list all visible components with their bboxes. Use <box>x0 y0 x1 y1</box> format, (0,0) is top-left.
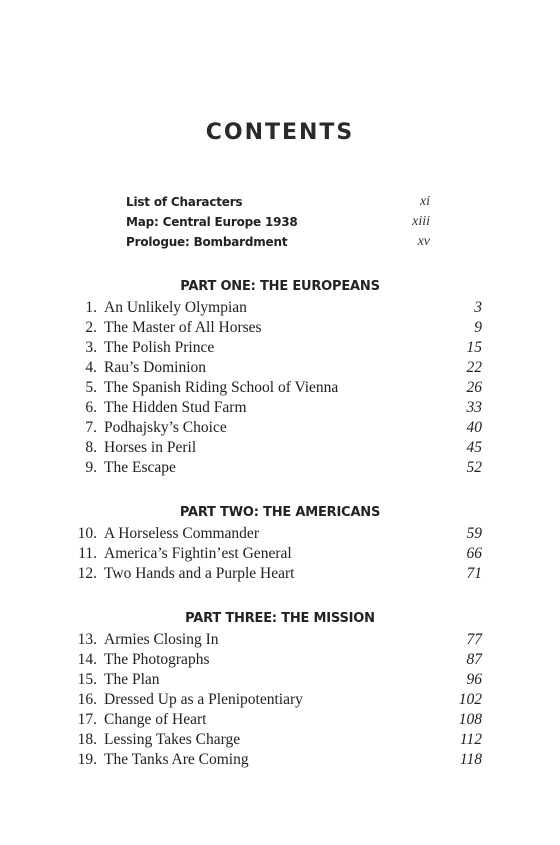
chapter-page: 96 <box>466 671 482 688</box>
chapter-title: The Plan <box>104 671 160 688</box>
page-title: CONTENTS <box>205 120 355 145</box>
chapter-row <box>70 564 482 584</box>
chapter-row <box>70 318 482 338</box>
chapter-row <box>70 630 482 650</box>
chapter-title: Armies Closing In <box>104 631 219 648</box>
chapter-row <box>70 670 482 690</box>
chapter-row <box>70 298 482 318</box>
chapter-page: 33 <box>466 399 482 416</box>
part-heading: PART TWO: THE AMERICANS <box>179 505 381 520</box>
chapter-number: 19. <box>77 751 97 768</box>
front-matter-item <box>126 232 430 252</box>
chapter-number: 10. <box>77 525 97 542</box>
chapter-number: 8. <box>85 439 97 456</box>
chapter-row <box>70 730 482 750</box>
chapter-page: 118 <box>459 751 482 768</box>
chapter-number: 5. <box>85 379 97 396</box>
chapter-title: The Tanks Are Coming <box>104 751 249 768</box>
chapter-title: The Polish Prince <box>104 339 215 356</box>
chapter-title: Podhajsky’s Choice <box>104 419 227 436</box>
chapter-page: 40 <box>466 419 482 436</box>
chapter-title: A Horseless Commander <box>104 525 259 542</box>
chapter-page: 66 <box>466 545 482 562</box>
chapter-number: 12. <box>77 565 97 582</box>
chapter-row <box>70 750 482 770</box>
chapter-row <box>70 378 482 398</box>
chapter-page: 3 <box>474 299 482 316</box>
chapter-title: The Hidden Stud Farm <box>104 399 247 416</box>
chapter-number: 16. <box>77 691 97 708</box>
chapter-row <box>70 690 482 710</box>
chapter-row <box>70 458 482 478</box>
chapter-page: 52 <box>466 459 482 476</box>
chapter-title: An Unlikely Olympian <box>104 299 247 316</box>
chapter-list <box>70 630 482 770</box>
front-matter-label: List of Characters <box>126 195 243 209</box>
chapter-title: Change of Heart <box>104 711 207 728</box>
chapter-page: 9 <box>474 319 482 336</box>
chapter-row <box>70 358 482 378</box>
chapter-row <box>70 398 482 418</box>
front-matter-page: xi <box>419 194 430 209</box>
chapter-page: 112 <box>459 731 482 748</box>
chapter-row <box>70 418 482 438</box>
chapter-title: The Escape <box>104 459 176 476</box>
chapter-title: Lessing Takes Charge <box>104 731 241 748</box>
chapter-number: 7. <box>85 419 97 436</box>
front-matter-page: xiii <box>412 214 430 229</box>
chapter-number: 4. <box>85 359 97 376</box>
chapter-number: 3. <box>85 339 97 356</box>
chapter-title: The Photographs <box>104 651 210 668</box>
part-heading: PART ONE: THE EUROPEANS <box>180 279 380 294</box>
chapter-row <box>70 524 482 544</box>
chapter-title: Dressed Up as a Plenipotentiary <box>104 691 303 708</box>
chapter-page: 77 <box>466 631 482 648</box>
chapter-list <box>70 524 482 584</box>
chapter-page: 87 <box>466 651 482 668</box>
chapter-number: 1. <box>85 299 97 316</box>
chapter-title: Two Hands and a Purple Heart <box>104 565 295 582</box>
chapter-number: 15. <box>77 671 97 688</box>
chapter-title: The Master of All Horses <box>104 319 262 336</box>
chapter-number: 18. <box>77 731 97 748</box>
chapter-row <box>70 710 482 730</box>
chapter-title: Horses in Peril <box>104 439 197 456</box>
chapter-page: 22 <box>466 359 482 376</box>
chapter-number: 17. <box>77 711 97 728</box>
chapter-number: 2. <box>85 319 97 336</box>
chapter-page: 26 <box>466 379 482 396</box>
chapter-title: America’s Fightin’est General <box>104 545 292 562</box>
front-matter-label: Prologue: Bombardment <box>126 235 288 249</box>
front-matter-label: Map: Central Europe 1938 <box>126 215 298 229</box>
chapter-row <box>70 438 482 458</box>
front-matter-item <box>126 212 430 232</box>
front-matter-item <box>126 192 430 212</box>
front-matter-page: xv <box>417 234 430 249</box>
chapter-number: 14. <box>77 651 97 668</box>
chapter-page: 15 <box>466 339 482 356</box>
chapter-page: 45 <box>466 439 482 456</box>
chapter-page: 71 <box>466 565 482 582</box>
chapter-title: The Spanish Riding School of Vienna <box>104 379 339 396</box>
chapter-page: 108 <box>458 711 482 728</box>
chapter-row <box>70 650 482 670</box>
part-heading: PART THREE: THE MISSION <box>185 611 375 626</box>
chapter-page: 59 <box>466 525 482 542</box>
chapter-row <box>70 338 482 358</box>
chapter-title: Rau’s Dominion <box>104 359 207 376</box>
front-matter-list <box>126 192 430 252</box>
chapter-number: 11. <box>78 545 97 562</box>
chapter-number: 6. <box>85 399 97 416</box>
chapter-list <box>70 298 482 478</box>
chapter-number: 9. <box>85 459 97 476</box>
chapter-page: 102 <box>458 691 482 708</box>
chapter-row <box>70 544 482 564</box>
chapter-number: 13. <box>77 631 97 648</box>
